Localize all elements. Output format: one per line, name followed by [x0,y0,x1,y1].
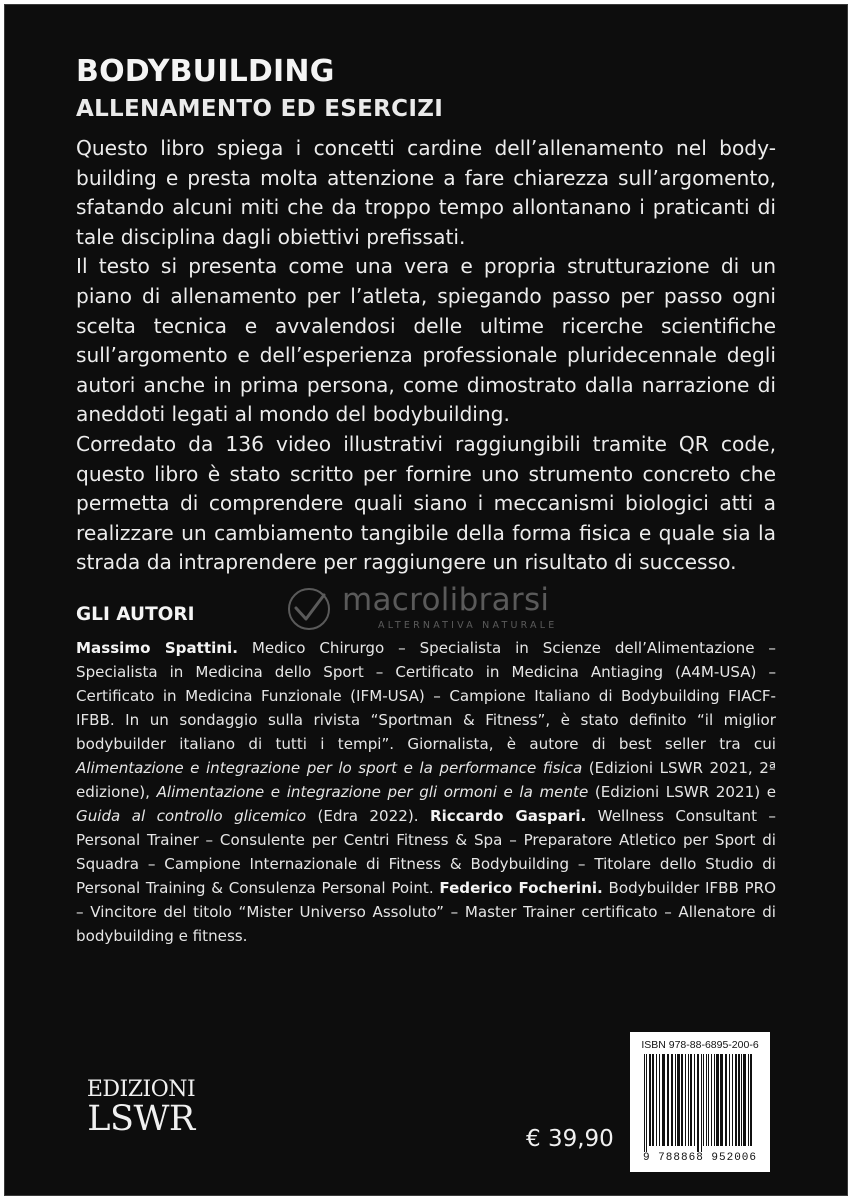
barcode-bar [725,1054,727,1146]
author-bio-text: Medico Chirurgo – Specialista in Scienze dell’Alimentazione – Specialista in Medicina dello Sport – Certificato in Medicina Antiaging (A4M-USA) – Certificato in Medicina Funzionale (IFM-USA) – Campione Italiano di Bodybuilding FIACF-IFBB. In un sondaggio sulla rivista “Sportman & Fitness”, è stato definito “il miglior bodybuilder italiano di tutti i tempi”. Giornalista, è autore di best seller tra cui [76,639,776,753]
description-paragraph: Questo libro spiega i concetti cardine dell’allenamento nel body-building e presta molta attenzione a fare chiarezza sull’argomento, sfatando alcuni miti che da troppo tempo allontanano i praticanti di tale disciplina dagli obiettivi prefissati. [76,136,776,249]
publisher-line-1: EDIZIONI [86,1077,196,1102]
publisher-line-2: LSWR [87,1099,195,1139]
barcode-bar [743,1054,746,1146]
barcode-bar [748,1054,749,1146]
barcode-bar [708,1054,709,1146]
barcode-bar [701,1054,702,1152]
barcode-bar [659,1054,660,1146]
author-bio-text: (Edizioni LSWR 2021) e [588,783,776,801]
author-name: Federico Focherini. [439,879,603,897]
barcode-bar [729,1054,730,1146]
book-reference: Alimentazione e integrazione per lo sport e la performance fisica [76,759,583,777]
book-reference: Alimentazione e integrazione per gli ormoni e la mente [156,783,589,801]
author-name: Riccardo Gaspari. [429,807,587,825]
author-name: Massimo Spattini. [76,639,238,657]
barcode-bar [646,1054,647,1152]
barcode-bar [656,1054,657,1146]
publisher-logo [76,1079,206,1137]
barcode-bar [688,1054,689,1146]
isbn-digits: 9 788868 952006 [642,1152,758,1164]
barcode-bar [675,1054,676,1146]
barcode-bar [711,1054,712,1146]
watermark-name: macrolibrarsi [342,582,550,618]
barcode-bar [732,1054,733,1146]
barcode-bar [738,1054,740,1146]
barcode-bar [714,1054,715,1146]
isbn-barcode-box [630,1032,770,1172]
description-paragraph: Corredato da 136 video illustrativi raggiungibili tramite QR code, questo libro è stato scritto per fornire uno strumento concreto che permetta di comprendere quali siano i meccanismi biologici atti a realizzare un cambiamento tangibile della forma fisica e quale sia la strada da intraprendere per raggiungere un risultato di successo. [76,431,776,575]
barcode-bar [706,1054,707,1146]
barcode-bar [649,1054,651,1146]
barcode-bar [720,1054,723,1146]
isbn-label: ISBN 978-88-6895-200-6 [641,1039,759,1051]
barcode-icon [642,1054,758,1152]
barcode-bar [703,1054,704,1146]
barcode-bar [741,1054,742,1146]
author-bio-text: (Edizioni LSWR 2021, 2ª edizione), [76,759,776,801]
barcode-bar [685,1054,686,1146]
macrolibrarsi-watermark [286,584,596,634]
book-subtitle: ALLENAMENTO ED ESERCIZI [76,96,444,122]
barcode-bar [694,1054,695,1146]
barcode-bar [750,1054,752,1146]
author-bio-text: (Edra 2022). [306,807,430,825]
book-description [76,134,776,578]
barcode-bar [735,1054,737,1146]
authors-bio [76,636,776,948]
barcode-bar [671,1054,673,1146]
book-title: BODYBUILDING [76,54,335,89]
authors-heading: GLI AUTORI [76,604,195,625]
author-bio-text: Bodybuilder IFBB PRO – Vincitore del titolo “Mister Universo Assoluto” – Master Trainer certificato – Allenatore di bodybuilding e fitness. [76,879,777,945]
macrolibrarsi-logo-icon [286,586,332,632]
price-label: € 39,90 [526,1126,614,1152]
author-bio-text: Wellness Consultant – Personal Trainer – Consulente per Centri Fitness & Spa – Preparatore Atletico per Sport di Squadra – Campione Internazionale di Fitness & Bodybuilding – Titolare dello Studio di Personal Training & Consulenza Personal Point. [76,807,776,897]
barcode-bar [677,1054,680,1146]
barcode-bar [667,1054,669,1146]
barcode-bar [662,1054,665,1146]
barcode-bar [681,1054,683,1146]
barcode-bar [716,1054,719,1146]
barcode-bar [690,1054,692,1146]
barcode-bar [652,1054,654,1146]
description-paragraph: Il testo si presenta come una vera e propria strutturazione di un piano di allenamento per l’atleta, spiegando passo per passo ogni scelta tecnica e avvalendosi delle ultime ricerche scientifiche sull’argomento e dell’esperienza professionale pluridecennale degli autori anche in prima persona, come dimostrato dalla narrazione di aneddoti legati al mondo del bodybuilding. [76,254,776,427]
watermark-tagline: ALTERNATIVA NATURALE [378,620,558,631]
barcode-bar [644,1054,645,1152]
book-reference: Guida al controllo glicemico [76,807,307,825]
barcode-bar [697,1054,699,1152]
